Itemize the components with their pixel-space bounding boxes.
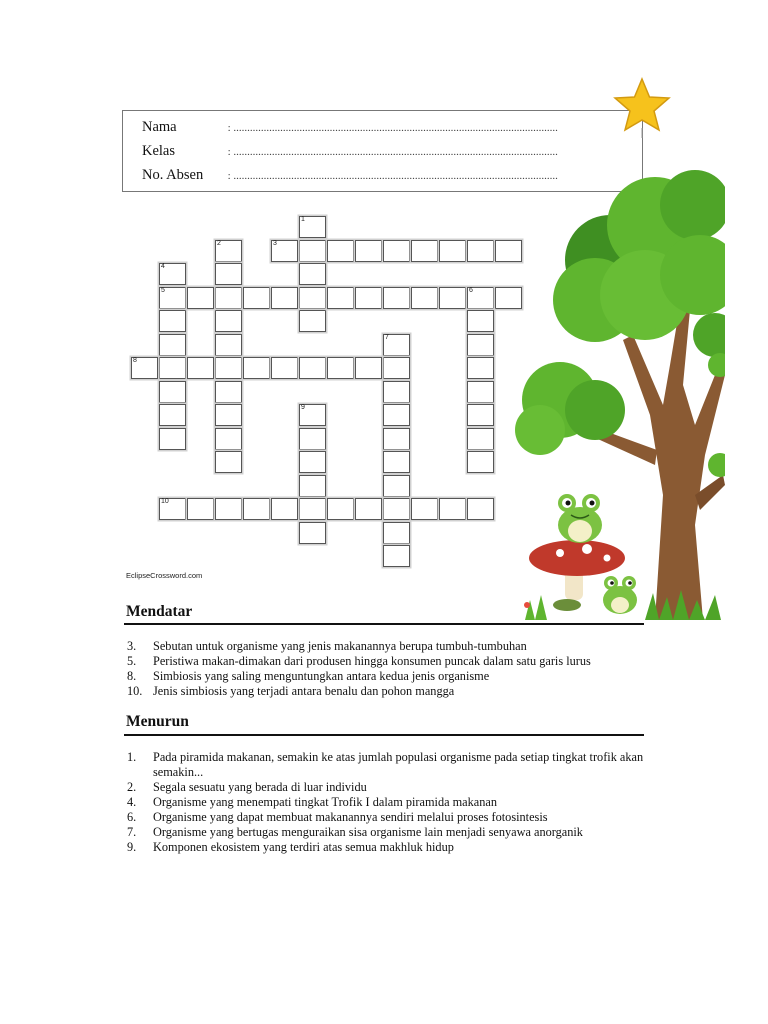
name-row — [142, 119, 558, 136]
crossword-cell[interactable] — [299, 287, 326, 309]
crossword-cell[interactable] — [159, 357, 186, 379]
class-field[interactable]: : ...................................................................................................................... — [227, 146, 558, 158]
crossword-cell[interactable] — [243, 498, 270, 520]
crossword-cell[interactable] — [467, 404, 494, 426]
crossword-cell[interactable] — [159, 334, 186, 356]
clue-across-8 — [127, 669, 647, 684]
crossword-cell[interactable] — [159, 404, 186, 426]
crossword-cell[interactable] — [215, 381, 242, 403]
clue-text: Peristiwa makan-dimakan dari produsen hingga konsumen puncak dalam satu garis lurus — [153, 654, 591, 668]
crossword-cell[interactable] — [299, 451, 326, 473]
clue-number-label: 5 — [161, 286, 165, 294]
clue-across-5 — [127, 654, 647, 669]
clue-text: Simbiosis yang saling menguntungkan antara kedua jenis organisme — [153, 669, 490, 683]
crossword-cell[interactable] — [299, 263, 326, 285]
absen-row — [142, 167, 558, 184]
crossword-cell[interactable] — [299, 428, 326, 450]
crossword-cell[interactable] — [215, 240, 242, 262]
crossword-cell[interactable] — [383, 428, 410, 450]
clue-text: Organisme yang dapat membuat makanannya sendiri melalui proses fotosintesis — [153, 810, 548, 824]
crossword-cell[interactable] — [383, 475, 410, 497]
crossword-cell[interactable] — [215, 451, 242, 473]
crossword-cell[interactable] — [439, 287, 466, 309]
crossword-cell[interactable] — [411, 240, 438, 262]
crossword-cell[interactable] — [271, 357, 298, 379]
crossword-cell[interactable] — [327, 287, 354, 309]
crossword-cell[interactable] — [383, 240, 410, 262]
crossword-cell[interactable] — [271, 498, 298, 520]
clue-down-9 — [127, 840, 647, 855]
crossword-cell[interactable] — [383, 404, 410, 426]
crossword-cell[interactable] — [327, 498, 354, 520]
clue-number-label: 2 — [217, 239, 221, 247]
crossword-cell[interactable] — [383, 381, 410, 403]
clue-text: Pada piramida makanan, semakin ke atas jumlah populasi organisme pada setiap tingkat trofik akan semakin... — [153, 750, 644, 779]
clue-down-4 — [127, 795, 647, 810]
crossword-cell[interactable] — [271, 287, 298, 309]
crossword-cell[interactable] — [411, 498, 438, 520]
crossword-cell[interactable] — [187, 357, 214, 379]
clue-down-2 — [127, 780, 647, 795]
clue-number-label: 8 — [133, 357, 137, 364]
crossword-cell[interactable] — [439, 498, 466, 520]
crossword-cell[interactable] — [467, 498, 494, 520]
crossword-cell[interactable] — [299, 522, 326, 544]
crossword-cell[interactable] — [215, 310, 242, 332]
clue-number-label: 7 — [385, 333, 389, 341]
crossword-cell[interactable] — [159, 310, 186, 332]
clue-number-label: 9 — [301, 404, 305, 411]
crossword-cell[interactable] — [299, 404, 326, 426]
name-label: Nama — [142, 119, 177, 135]
clue-number-label: 4 — [161, 263, 165, 270]
crossword-cell[interactable] — [467, 287, 494, 309]
crossword-cell[interactable] — [467, 451, 494, 473]
crossword-cell[interactable] — [131, 357, 158, 379]
clue-down-1 — [127, 750, 647, 780]
crossword-cell[interactable] — [159, 498, 186, 520]
crossword-cell[interactable] — [215, 357, 242, 379]
crossword-cell[interactable] — [187, 287, 214, 309]
crossword-cell[interactable] — [299, 357, 326, 379]
crossword-cell[interactable] — [215, 498, 242, 520]
class-row — [142, 143, 558, 160]
crossword-cell[interactable] — [355, 498, 382, 520]
clue-number: 7. — [127, 825, 137, 839]
small-frog-icon — [603, 576, 637, 614]
crossword-cell[interactable] — [411, 287, 438, 309]
clue-number: 5. — [127, 654, 137, 668]
clue-number-label: 1 — [301, 216, 305, 223]
crossword-cell[interactable] — [299, 475, 326, 497]
crossword-cell[interactable] — [467, 357, 494, 379]
star-icon — [611, 76, 673, 138]
clue-text: Organisme yang menempati tingkat Trofik I dalam piramida makanan — [153, 795, 498, 809]
menurun-divider — [124, 734, 644, 736]
crossword-cell[interactable] — [271, 240, 298, 262]
crossword-cell[interactable] — [299, 310, 326, 332]
mendatar-title: Mendatar — [126, 603, 193, 620]
crossword-cell[interactable] — [383, 498, 410, 520]
clue-number: 3. — [127, 639, 137, 653]
tree-frog-illustration — [505, 165, 725, 625]
crossword-cell[interactable] — [467, 310, 494, 332]
crossword-cell[interactable] — [187, 498, 214, 520]
crossword-cell[interactable] — [215, 404, 242, 426]
crossword-cell[interactable] — [355, 357, 382, 379]
clue-number-label: 3 — [273, 239, 277, 247]
crossword-cell[interactable] — [159, 381, 186, 403]
absen-field[interactable]: : ...................................................................................................................... — [227, 170, 558, 182]
crossword-cell[interactable] — [439, 240, 466, 262]
crossword-cell[interactable] — [215, 263, 242, 285]
clue-number-label: 10 — [161, 498, 169, 505]
crossword-cell[interactable] — [243, 287, 270, 309]
crossword-cell[interactable] — [327, 357, 354, 379]
crossword-cell[interactable] — [299, 240, 326, 262]
menurun-title: Menurun — [126, 713, 189, 730]
clue-number: 9. — [127, 840, 137, 854]
clue-number: 2. — [127, 780, 137, 794]
crossword-cell[interactable] — [327, 240, 354, 262]
crossword-cell[interactable] — [299, 216, 326, 238]
crossword-cell[interactable] — [467, 240, 494, 262]
crossword-cell[interactable] — [355, 240, 382, 262]
frog-icon — [558, 494, 602, 543]
clue-number: 8. — [127, 669, 137, 683]
clue-text: Jenis simbiosis yang terjadi antara benalu dan pohon mangga — [153, 684, 455, 698]
clue-number: 1. — [127, 750, 137, 764]
clue-down-6 — [127, 810, 647, 825]
crossword-cell[interactable] — [243, 357, 270, 379]
crossword-cell[interactable] — [159, 263, 186, 285]
crossword-cell[interactable] — [159, 428, 186, 450]
clue-number: 6. — [127, 810, 137, 824]
clue-text: Segala sesuatu yang berada di luar individu — [153, 780, 367, 794]
mendatar-divider — [124, 623, 644, 625]
class-label: Kelas — [142, 143, 176, 159]
crossword-cell[interactable] — [299, 498, 326, 520]
clue-text: Sebutan untuk organisme yang jenis makanannya berupa tumbuh-tumbuhan — [153, 639, 527, 653]
clue-across-3 — [127, 639, 647, 654]
crossword-cell[interactable] — [215, 287, 242, 309]
absen-label: No. Absen — [142, 167, 204, 183]
clue-down-7 — [127, 825, 647, 840]
clue-number-label: 6 — [469, 286, 473, 294]
clue-text: Organisme yang bertugas menguraikan sisa organisme lain menjadi senyawa anorganik — [153, 825, 583, 839]
crossword-cell[interactable] — [355, 287, 382, 309]
crossword-cell[interactable] — [159, 287, 186, 309]
crossword-credit: EclipseCrossword.com — [126, 571, 203, 580]
crossword-cell[interactable] — [383, 451, 410, 473]
crossword-cell[interactable] — [467, 381, 494, 403]
crossword-cell[interactable] — [467, 334, 494, 356]
crossword-cell[interactable] — [467, 428, 494, 450]
crossword-cell[interactable] — [383, 522, 410, 544]
clue-text: Komponen ekosistem yang terdiri atas semua makhluk hidup — [153, 840, 454, 854]
name-field[interactable]: : ...................................................................................................................... — [227, 122, 558, 134]
crossword-cell[interactable] — [383, 334, 410, 356]
clue-number: 10. — [127, 684, 143, 698]
crossword-cell[interactable] — [383, 545, 410, 567]
crossword-cell[interactable] — [383, 357, 410, 379]
crossword-cell[interactable] — [215, 334, 242, 356]
clue-across-10 — [127, 684, 647, 699]
crossword-cell[interactable] — [383, 287, 410, 309]
clue-number: 4. — [127, 795, 137, 809]
crossword-cell[interactable] — [215, 428, 242, 450]
